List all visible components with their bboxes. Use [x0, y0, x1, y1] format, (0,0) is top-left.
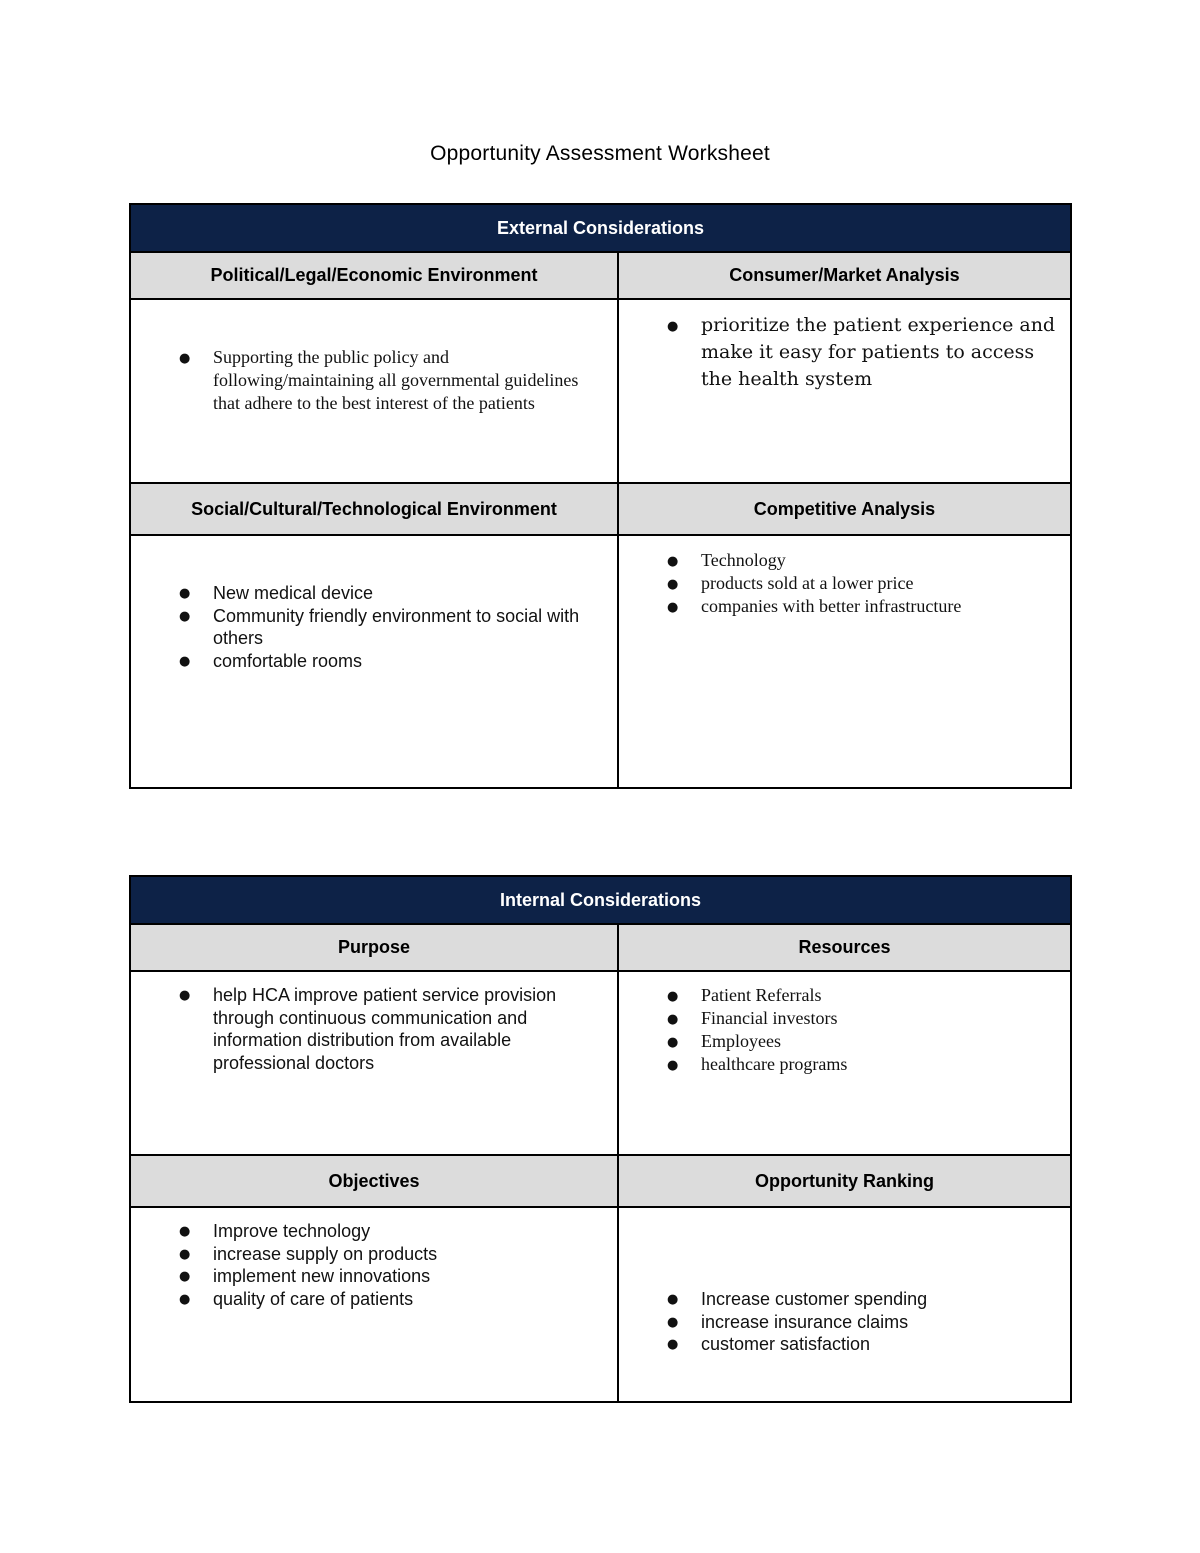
list-item: ● help HCA improve patient service provision through continuous communication and information distribution from available professional doctors [131, 984, 617, 1074]
list-item: ● customer satisfaction [619, 1333, 1070, 1356]
political-cell [130, 299, 618, 483]
list-item: ● New medical device [131, 582, 617, 605]
page-title: Opportunity Assessment Worksheet [430, 142, 770, 165]
internal-considerations-table [129, 875, 1072, 1403]
consumer-cell [618, 299, 1071, 483]
list-item: ● products sold at a lower price [619, 572, 1070, 595]
social-cell [130, 535, 618, 788]
ranking-list [619, 1288, 1070, 1356]
list-item: ● Improve technology [131, 1220, 617, 1243]
list-item: ● Patient Referrals [619, 984, 1070, 1007]
list-item: ● prioritize the patient experience and make it easy for patients to access the health system [619, 312, 1070, 393]
consumer-heading: Consumer/Market Analysis [618, 252, 1071, 299]
external-considerations-table [129, 203, 1072, 789]
opportunity-ranking-heading: Opportunity Ranking [618, 1155, 1071, 1207]
purpose-heading: Purpose [130, 924, 618, 971]
internal-considerations-header: Internal Considerations [130, 876, 1071, 924]
list-item: ● increase supply on products [131, 1243, 617, 1266]
purpose-cell [130, 971, 618, 1155]
objectives-list [131, 1220, 617, 1310]
list-item: ● Community friendly environment to social with others [131, 605, 617, 650]
resources-heading: Resources [618, 924, 1071, 971]
competitive-list [619, 549, 1070, 618]
social-heading: Social/Cultural/Technological Environment [130, 483, 618, 535]
list-item: ● Financial investors [619, 1007, 1070, 1030]
political-list [131, 346, 617, 415]
objectives-heading: Objectives [130, 1155, 618, 1207]
resources-cell [618, 971, 1071, 1155]
competitive-heading: Competitive Analysis [618, 483, 1071, 535]
list-item: ● Supporting the public policy and following/maintaining all governmental guidelines that adhere to the best interest of the patients [131, 346, 617, 415]
competitive-cell [618, 535, 1071, 788]
objectives-cell [130, 1207, 618, 1402]
list-item: ● companies with better infrastructure [619, 595, 1070, 618]
list-item: ● increase insurance claims [619, 1311, 1070, 1334]
social-list [131, 582, 617, 672]
resources-list [619, 984, 1070, 1076]
list-item: ● implement new innovations [131, 1265, 617, 1288]
purpose-list [131, 984, 617, 1074]
political-heading: Political/Legal/Economic Environment [130, 252, 618, 299]
ranking-cell [618, 1207, 1071, 1402]
list-item: ● healthcare programs [619, 1053, 1070, 1076]
list-item: ● comfortable rooms [131, 650, 617, 673]
list-item: ● Increase customer spending [619, 1288, 1070, 1311]
list-item: ● Employees [619, 1030, 1070, 1053]
consumer-list [619, 312, 1070, 393]
external-considerations-header: External Considerations [130, 204, 1071, 252]
list-item: ● Technology [619, 549, 1070, 572]
list-item: ● quality of care of patients [131, 1288, 617, 1311]
